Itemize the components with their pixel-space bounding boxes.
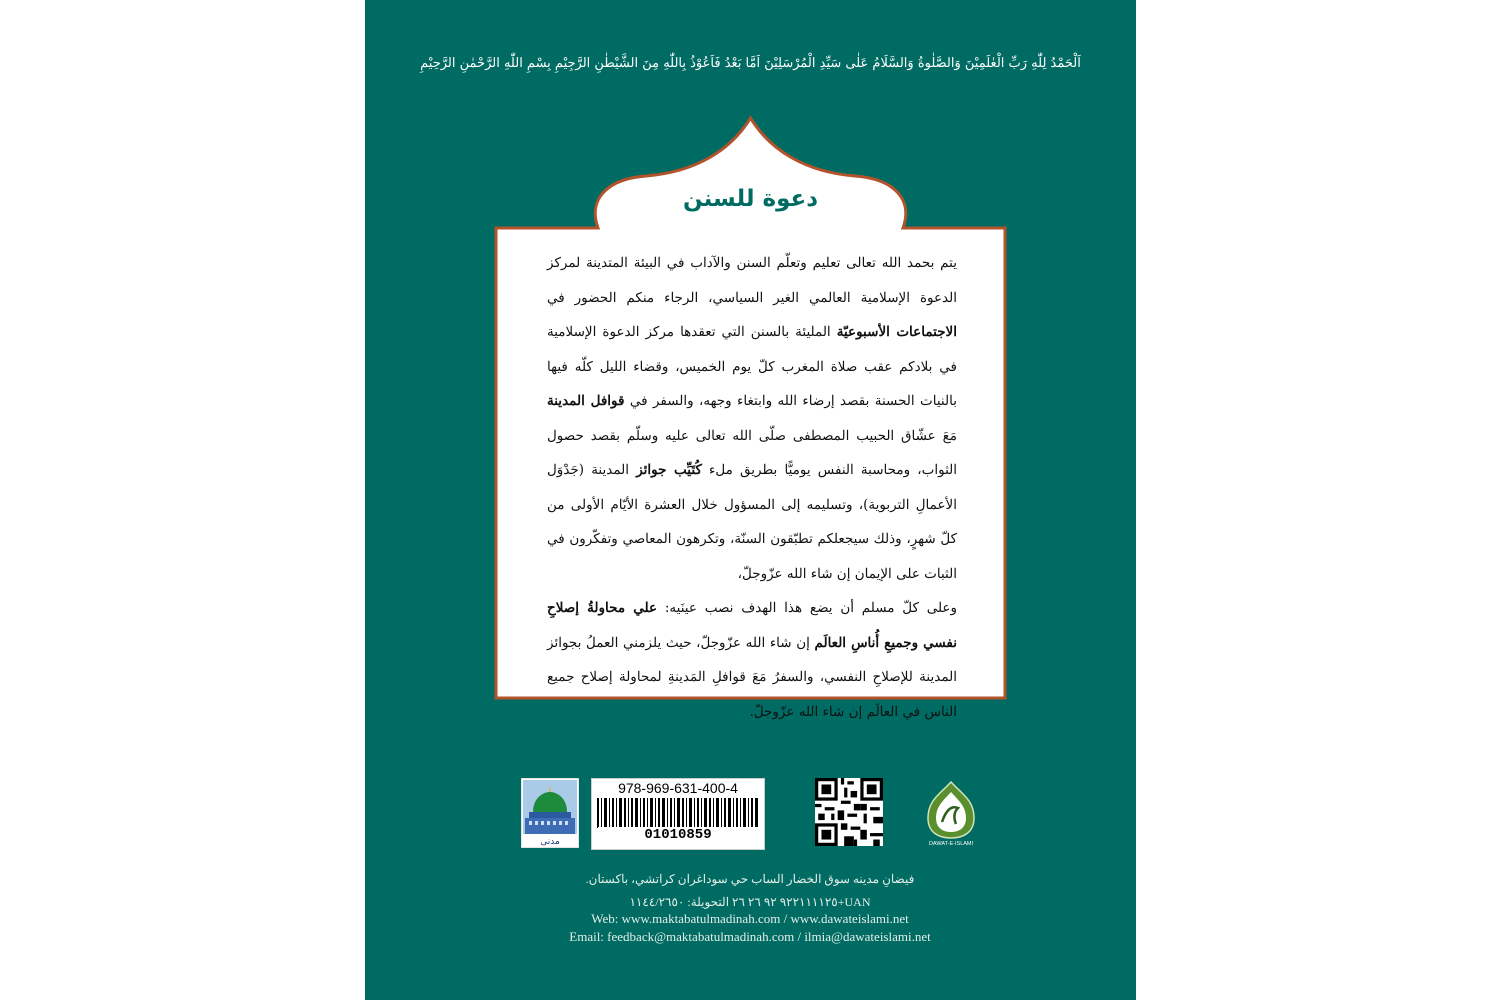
qr-code	[815, 778, 883, 846]
p1-text-3: مَعَ عشّاق الحبيب المصطفى صلّى الله تعالى عليه وسلّم بقصد حصول الثواب، ومحاسبة النفس يوميًّا بطريق ملء	[547, 427, 958, 478]
footer-phone: UAN+٩٢٢١١١١٢٥ ٩٢ ٢٦ ٢٦ التحويلة: ١١٤٤/٢٦٥٠	[629, 895, 871, 909]
p1-bold-booklet: كُتَيِّب جوائز	[636, 462, 702, 478]
dawateislami-logo	[918, 778, 984, 848]
p2-text-2: إن شاء الله عزّوجلّ، حيث يلزمني العملُ بجوائز المدينة للإصلاحِ النفسي، والسفرُ مَعَ قوافلِ المَدينةِ لمحاولة إصلاح جميع الناس في العالَم إن شاء الله عزّوجلّ.	[547, 634, 957, 720]
panel-title: دعوة للسنن	[682, 186, 819, 212]
madani-label: مدنی	[540, 837, 560, 847]
logo-caption: DAWAT-E-ISLAMI	[928, 841, 974, 847]
p2-bold-aim: علي محاولةُ إصلاحِ نفسي وجميعِ أُناسِ العالَم	[547, 600, 957, 651]
bismillah-header: اَلْحَمْدُ لِلّٰهِ رَبِّ الْعٰلَمِيْنَ وَالصَّلٰوةُ وَالسَّلَامُ عَلٰى سَيِّدِ الْمُرْسَلِيْنَ اَمَّا بَعْدُ فَاَعُوْذُ بِاللّٰهِ مِنَ الشَّيْطٰنِ الرَّجِيْمِ بِسْمِ اللّٰهِ الرَّحْمٰنِ الرَّحِيْمِ	[420, 56, 1081, 71]
maktabatulmadinah-logo	[521, 778, 579, 848]
panel-paragraph-1	[547, 246, 957, 591]
p1-text-2: المليئة بالسنن التي تعقدها مركز الدعوة الإسلامية في بلادكم عقب صلاة المغرب كلّ يوم الخميس، وقضاء الليل كلّه فيها بالنيات الحسنة بقصد إرضاء الله وابتغاء وجهه، والسفر في	[547, 324, 957, 409]
p1-text-4: المدينة (جَدْوَل الأعمالِ التربوية)، وتسليمه إلى المسؤول خلال العشرة الأيّام الأولى من كلّ شهرٍ، وذلك سيجعلكم تطبّقون السنّة، وتكرهون المعاصي وتفكّرون في الثبات على الإيمان إن شاء الله عزّوجلّ،	[547, 462, 957, 582]
p1-text-1: يتم بحمد الله تعالى تعليم وتعلّم السنن والآداب في البيئة المتدينة لمركز الدعوة الإسلامية العالمي الغير السياسي، الرجاء منكم الحضور في	[547, 255, 957, 306]
footer-website: Web: www.maktabatulmadinah.com / www.dawateislami.net	[591, 911, 909, 926]
barcode-bars	[597, 798, 759, 828]
book-back-cover	[365, 0, 1136, 1000]
p1-bold-weekly-gatherings: الاجتماعات الأسبوعيّة	[836, 324, 958, 340]
barcode-number: 01010859	[598, 827, 758, 843]
panel-body-text	[547, 246, 957, 729]
footer-address: فيضانِ مدينه سوق الخضار الساب حي سوداغران كراتشي، باكستان.	[585, 872, 915, 886]
isbn-number: 978-969-631-400-4	[618, 780, 738, 796]
p1-bold-madani-caravans: قوافل المدينة	[547, 393, 625, 409]
panel-paragraph-2	[547, 591, 957, 729]
footer-email: Email: feedback@maktabatulmadinah.com / ilmia@dawateislami.net	[569, 929, 931, 944]
isbn-barcode	[591, 778, 765, 850]
p2-text-1: وعلى كلّ مسلم أن يضع هذا الهدف نصب عينَيه:	[657, 600, 957, 616]
